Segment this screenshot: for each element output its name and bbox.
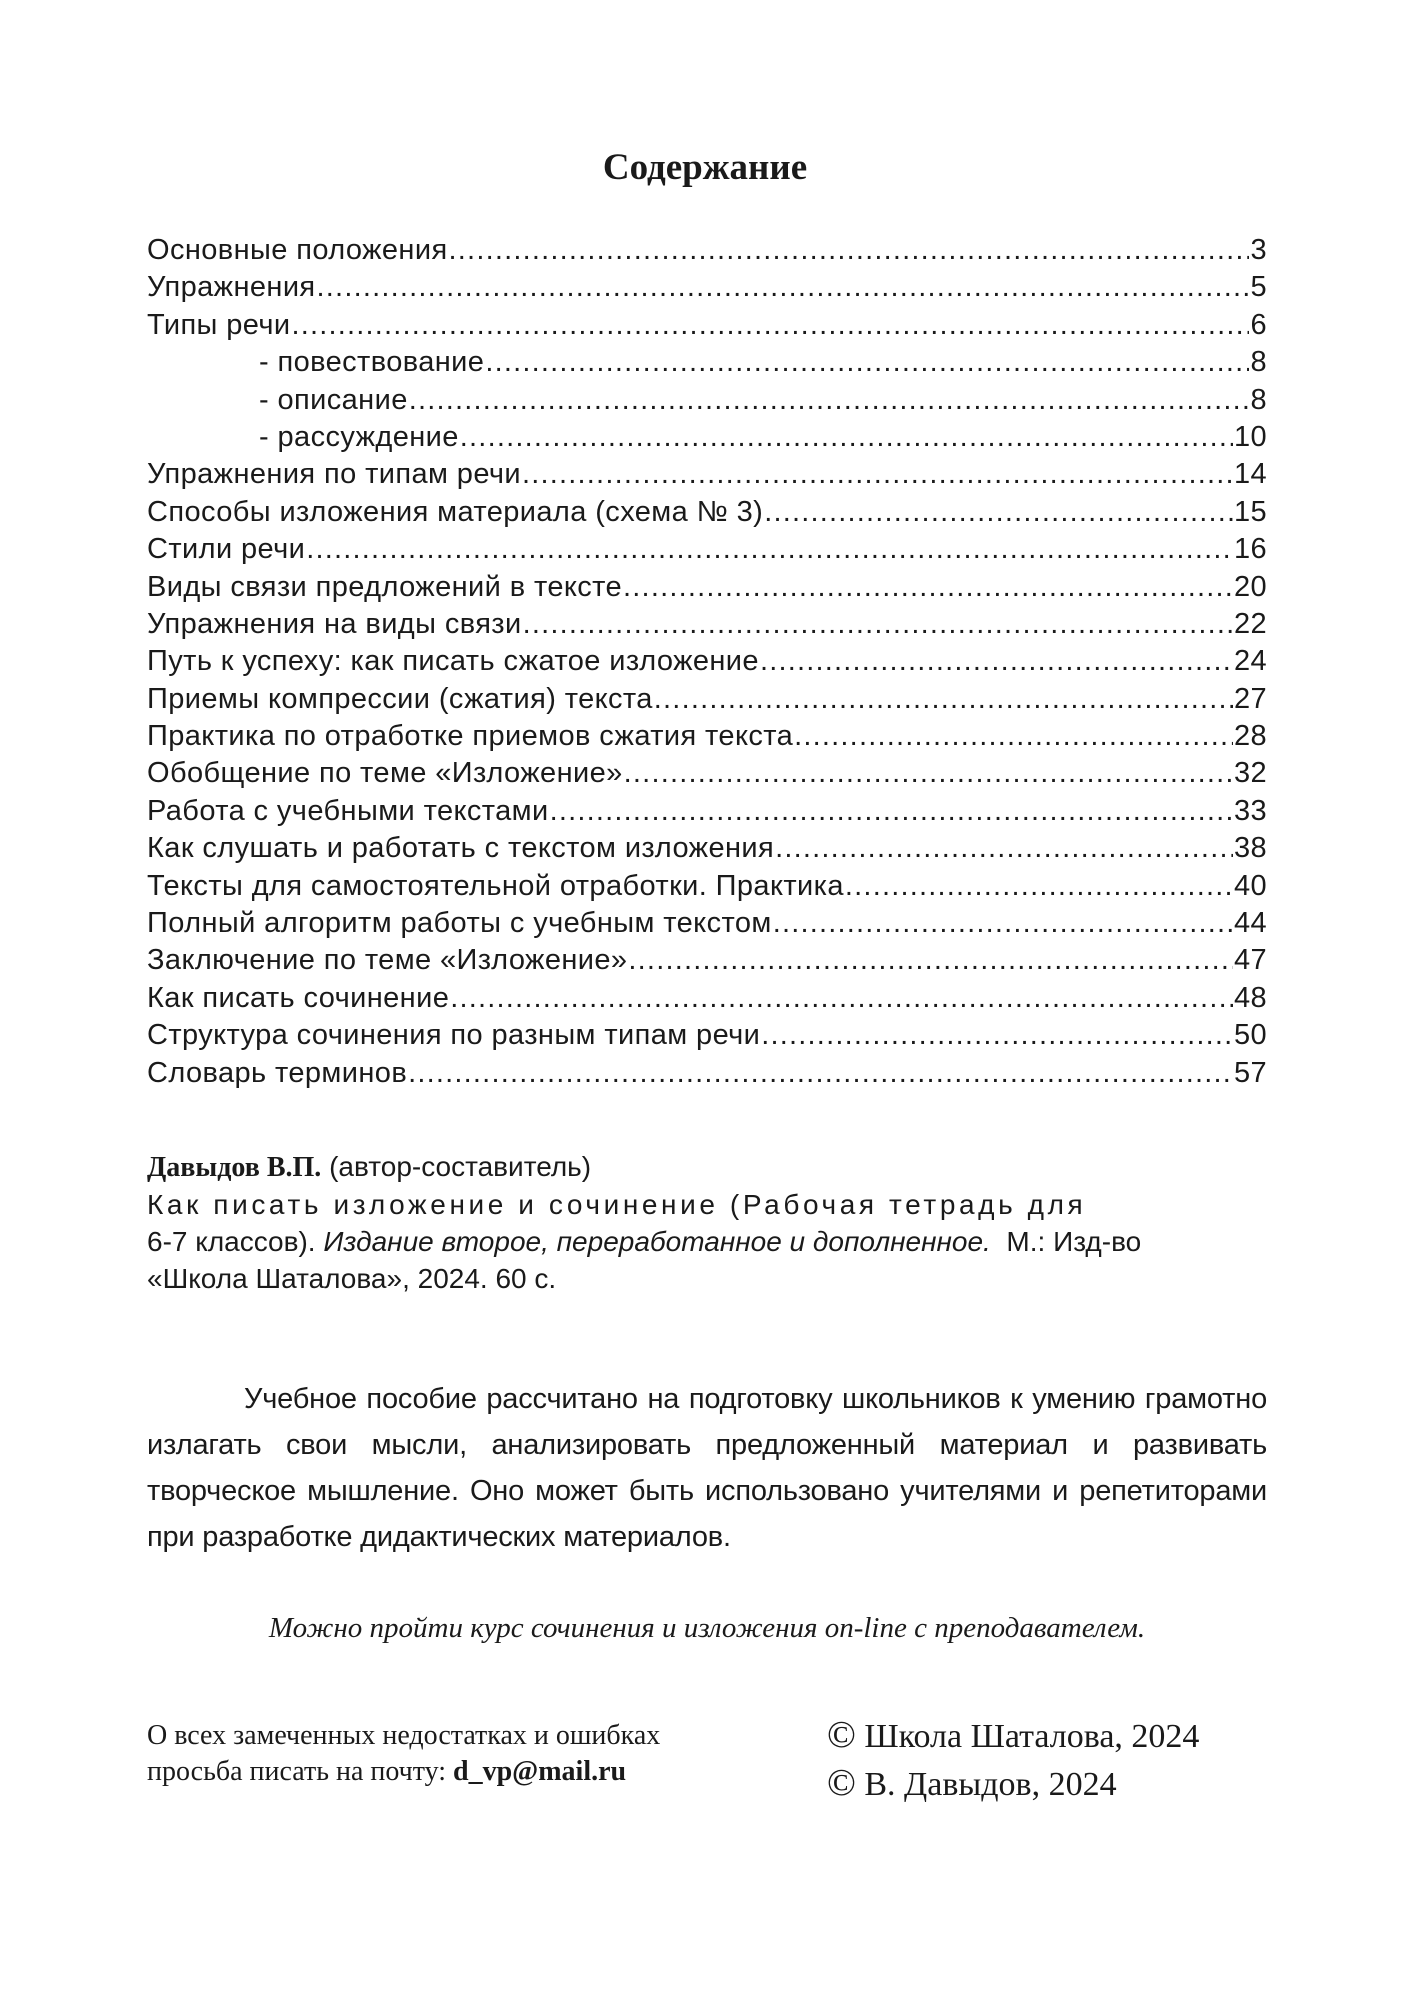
toc-entry-label: Как слушать и работать с текстом изложения bbox=[147, 832, 775, 865]
toc-entry[interactable] bbox=[147, 458, 1267, 495]
copyright-author bbox=[827, 1760, 1267, 1808]
feedback-prefix: просьба писать на почту: bbox=[147, 1756, 454, 1787]
toc-entry[interactable] bbox=[147, 832, 1267, 869]
toc-entry-label: Приемы компрессии (сжатия) текста bbox=[147, 682, 653, 715]
toc-entry-label: Упражнения на виды связи bbox=[147, 607, 522, 640]
toc-page-number: 10 bbox=[1233, 420, 1267, 453]
toc-entry[interactable] bbox=[147, 1019, 1267, 1056]
biblio-line-3 bbox=[147, 1223, 1267, 1260]
toc-page-number: 16 bbox=[1233, 533, 1267, 566]
toc-entry-label: Работа с учебными текстами bbox=[147, 794, 549, 827]
toc-page-number: 33 bbox=[1233, 794, 1267, 827]
toc-entry[interactable] bbox=[147, 795, 1267, 832]
copyright-block bbox=[827, 1712, 1267, 1808]
toc-page-number: 57 bbox=[1233, 1056, 1267, 1089]
toc-entry-label: Способы изложения материала (схема № 3) bbox=[147, 495, 764, 528]
copyright-school-text: Школа Шаталова, 2024 bbox=[855, 1718, 1200, 1755]
author-role: (автор-составитель) bbox=[321, 1151, 592, 1182]
toc-entry-label: Виды связи предложений в тексте bbox=[147, 570, 623, 603]
toc-leader-dots bbox=[845, 870, 1233, 903]
toc-leader-dots bbox=[409, 384, 1250, 417]
toc-page-number: 8 bbox=[1250, 383, 1267, 416]
toc-page-number: 22 bbox=[1233, 607, 1267, 640]
toc-entry[interactable] bbox=[147, 757, 1267, 794]
toc-entry[interactable] bbox=[147, 533, 1267, 570]
publisher-prefix: М.: Изд-во bbox=[990, 1226, 1142, 1257]
toc-entry[interactable] bbox=[147, 645, 1267, 682]
toc-entry[interactable] bbox=[147, 608, 1267, 645]
copyright-author-text: В. Давыдов, 2024 bbox=[855, 1766, 1117, 1803]
toc-leader-dots bbox=[291, 309, 1249, 342]
toc-entry[interactable] bbox=[147, 683, 1267, 720]
toc-leader-dots bbox=[623, 571, 1233, 604]
toc-page-number: 5 bbox=[1250, 271, 1267, 304]
toc-page-number: 48 bbox=[1233, 981, 1267, 1014]
toc-entry[interactable] bbox=[147, 870, 1267, 907]
toc-entry[interactable] bbox=[147, 271, 1267, 308]
feedback-note bbox=[147, 1718, 807, 1790]
toc-entry-label: - описание bbox=[259, 383, 408, 416]
email-link[interactable]: d_vp@mail.ru bbox=[453, 1756, 627, 1787]
toc-entry-label: Как писать сочинение bbox=[147, 981, 450, 1014]
toc-entry-label: Типы речи bbox=[147, 308, 291, 341]
toc-leader-dots bbox=[449, 234, 1250, 267]
toc-entry-label: Путь к успеху: как писать сжатое изложение bbox=[147, 645, 759, 678]
toc-page-number: 15 bbox=[1233, 495, 1267, 528]
toc-leader-dots bbox=[317, 271, 1250, 304]
toc-entry-label: Полный алгоритм работы с учебным текстом bbox=[147, 907, 772, 940]
author-name: Давыдов В.П. bbox=[147, 1152, 322, 1183]
toc-page-number: 38 bbox=[1233, 832, 1267, 865]
bibliographic-record bbox=[147, 1148, 1267, 1297]
toc-entry[interactable] bbox=[147, 944, 1267, 981]
copyright-icon: © bbox=[827, 1714, 856, 1756]
copyright-school bbox=[827, 1712, 1267, 1760]
toc-entry[interactable] bbox=[147, 496, 1267, 533]
biblio-line-4: «Школа Шаталова», 2024. 60 с. bbox=[147, 1263, 557, 1294]
toc-page-number: 20 bbox=[1233, 570, 1267, 603]
copyright-icon: © bbox=[827, 1762, 856, 1804]
toc-entry[interactable] bbox=[147, 907, 1267, 944]
toc-entry-label: Практика по отработке приемов сжатия текста bbox=[147, 720, 794, 753]
toc-entry[interactable] bbox=[147, 421, 1267, 458]
toc-leader-dots bbox=[628, 944, 1233, 977]
edition-note: Издание второе, переработанное и дополненное. bbox=[323, 1226, 991, 1257]
annotation-paragraph: Учебное пособие рассчитано на подготовку школьников к умению грамотно излагать свои мысли, анализировать предложенный материал и развивать творческое мышление. Оно может быть использовано учителями и репетиторами при разработке дидактических материалов. bbox=[147, 1383, 1267, 1553]
toc-entry-label: Заключение по теме «Изложение» bbox=[147, 944, 628, 977]
toc-leader-dots bbox=[764, 496, 1233, 529]
toc-entry[interactable] bbox=[147, 720, 1267, 757]
toc-page-number: 27 bbox=[1233, 682, 1267, 715]
toc-leader-dots bbox=[624, 757, 1233, 790]
toc-entry[interactable] bbox=[147, 384, 1267, 421]
toc-page-number: 24 bbox=[1233, 645, 1267, 678]
toc-page-number: 28 bbox=[1233, 720, 1267, 753]
toc-entry[interactable] bbox=[147, 309, 1267, 346]
biblio-line-2: Как писать изложение и сочинение (Рабочая тетрадь для bbox=[147, 1189, 1087, 1220]
feedback-line-2 bbox=[147, 1754, 807, 1790]
toc-page-number: 6 bbox=[1250, 308, 1267, 341]
toc-entry[interactable] bbox=[147, 234, 1267, 271]
toc-entry-label: Основные положения bbox=[147, 234, 448, 266]
toc-leader-dots bbox=[761, 1019, 1233, 1052]
toc-entry[interactable] bbox=[147, 571, 1267, 608]
toc-leader-dots bbox=[775, 832, 1233, 865]
toc-leader-dots bbox=[550, 795, 1233, 828]
toc-entry[interactable] bbox=[147, 982, 1267, 1019]
toc-page-number: 8 bbox=[1250, 346, 1267, 379]
biblio-line-1 bbox=[147, 1148, 1267, 1186]
toc-leader-dots bbox=[306, 533, 1233, 566]
toc-page-number: 32 bbox=[1233, 757, 1267, 790]
toc-entry-label: Тексты для самостоятельной отработки. Практика bbox=[147, 869, 844, 902]
toc-page-number: 14 bbox=[1233, 458, 1267, 491]
toc-leader-dots bbox=[773, 907, 1233, 940]
toc-page-number: 47 bbox=[1233, 944, 1267, 977]
toc-leader-dots bbox=[794, 720, 1233, 753]
toc-entry[interactable] bbox=[147, 1057, 1267, 1094]
toc-entry-label: Упражнения по типам речи bbox=[147, 458, 521, 491]
toc-entry-label: Упражнения bbox=[147, 271, 316, 304]
toc-leader-dots bbox=[485, 346, 1249, 379]
table-of-contents bbox=[147, 234, 1267, 1094]
toc-leader-dots bbox=[408, 1057, 1233, 1090]
toc-entry-label: Обобщение по теме «Изложение» bbox=[147, 757, 623, 790]
toc-leader-dots bbox=[523, 608, 1233, 641]
toc-leader-dots bbox=[450, 982, 1233, 1015]
toc-entry[interactable] bbox=[147, 346, 1267, 383]
toc-page-number: 50 bbox=[1233, 1019, 1267, 1052]
page-title: Содержание bbox=[602, 147, 808, 188]
toc-leader-dots bbox=[460, 421, 1233, 454]
toc-entry-label: Структура сочинения по разным типам речи bbox=[147, 1019, 761, 1052]
toc-page-number: 44 bbox=[1233, 907, 1267, 940]
toc-leader-dots bbox=[654, 683, 1233, 716]
toc-entry-label: Стили речи bbox=[147, 533, 306, 566]
biblio-grades: 6-7 классов). bbox=[147, 1226, 324, 1257]
feedback-line-1: О всех замеченных недостатках и ошибках bbox=[147, 1720, 661, 1751]
toc-entry-label: - рассуждение bbox=[259, 420, 459, 453]
toc-leader-dots bbox=[760, 645, 1233, 678]
toc-page-number: 40 bbox=[1233, 869, 1267, 902]
toc-entry-label: Словарь терминов bbox=[147, 1056, 408, 1089]
online-course-note: Можно пройти курс сочинения и изложения on-line с преподавателем. bbox=[268, 1612, 1146, 1644]
toc-leader-dots bbox=[522, 458, 1233, 491]
toc-page-number: 3 bbox=[1250, 234, 1267, 266]
toc-entry-label: - повествование bbox=[259, 346, 485, 379]
